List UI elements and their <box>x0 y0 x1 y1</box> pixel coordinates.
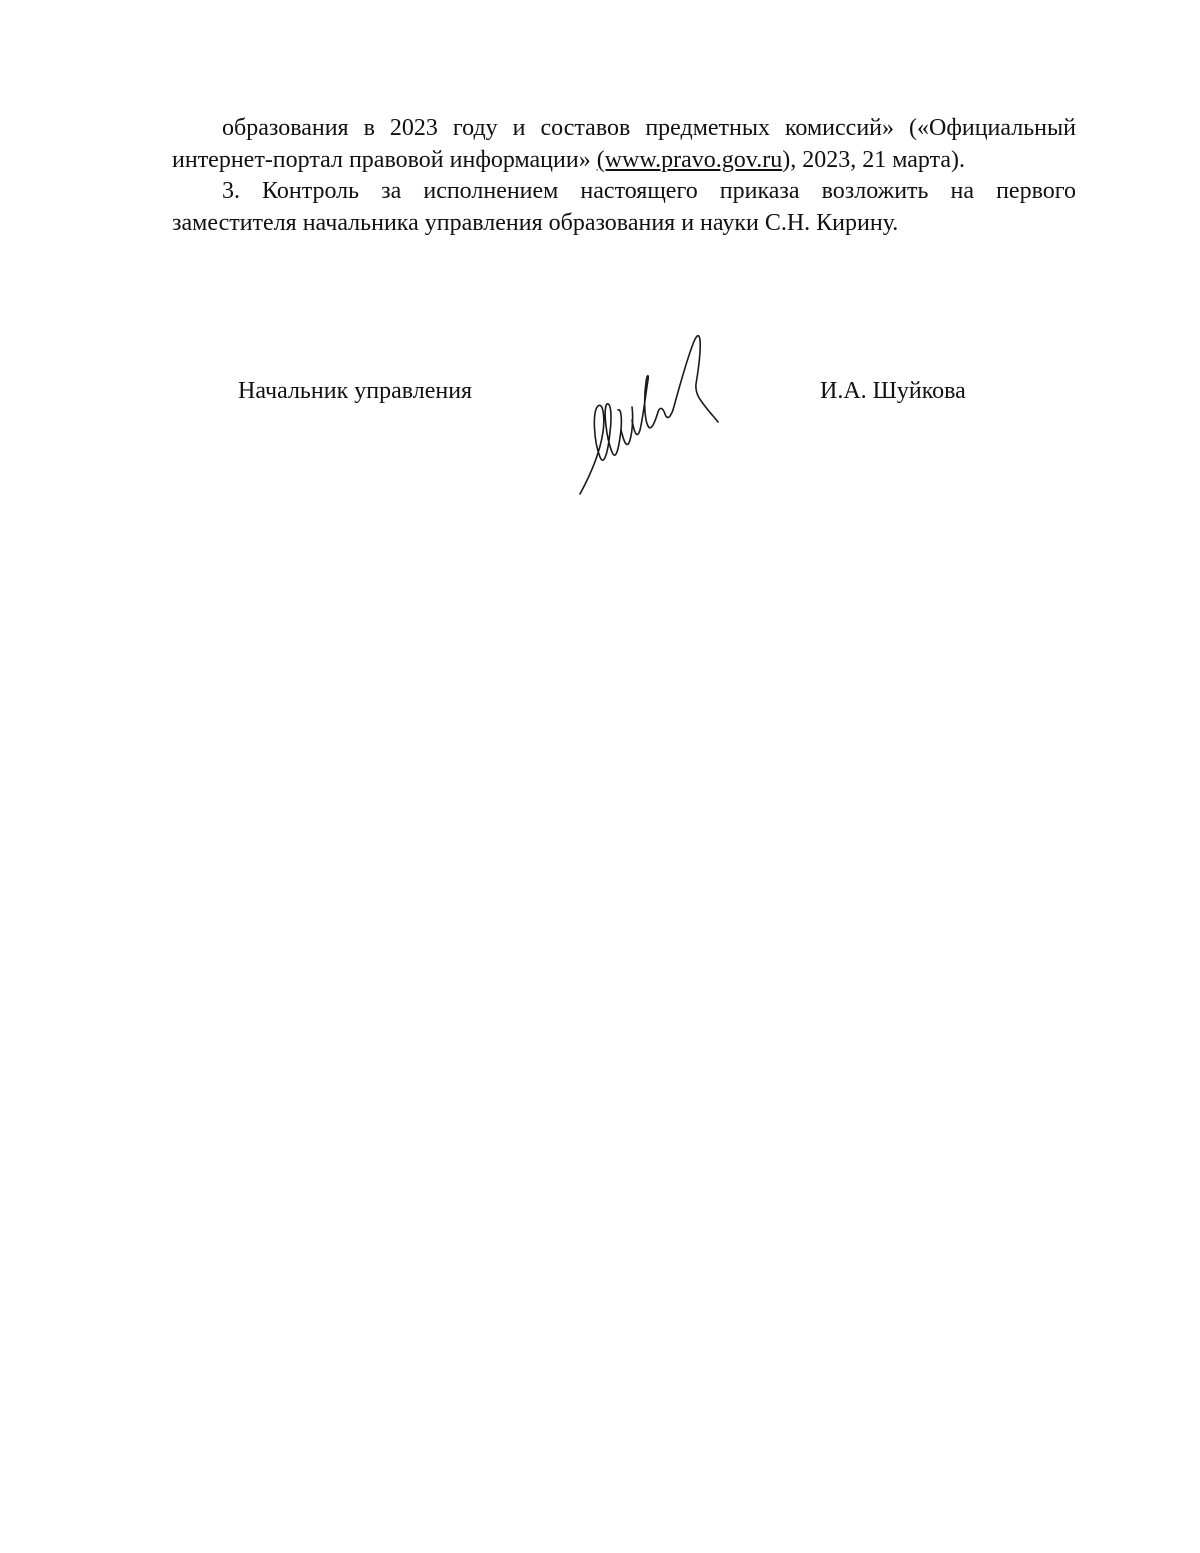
signatory-position: Начальник управления <box>238 378 473 404</box>
handwritten-signature <box>570 322 730 502</box>
document-body <box>172 113 1076 239</box>
signatory-name: И.А. Шуйкова <box>820 378 966 404</box>
paragraph-continuation <box>172 113 1076 176</box>
paragraph-3: 3. Контроль за исполнением настоящего приказа возложить на первого заместителя начальника управления образования и науки С.Н. Кирину. <box>172 178 1076 236</box>
pravo-link[interactable]: (www.pravo.gov.ru <box>596 146 783 173</box>
signature-icon <box>570 322 730 502</box>
paragraph-continuation-text: образования в 2023 году и составов предметных комиссий» («Официальный интернет-портал правовой информации» <box>172 115 1076 173</box>
paragraph-continuation-tail: ), 2023, 21 марта). <box>782 146 966 173</box>
